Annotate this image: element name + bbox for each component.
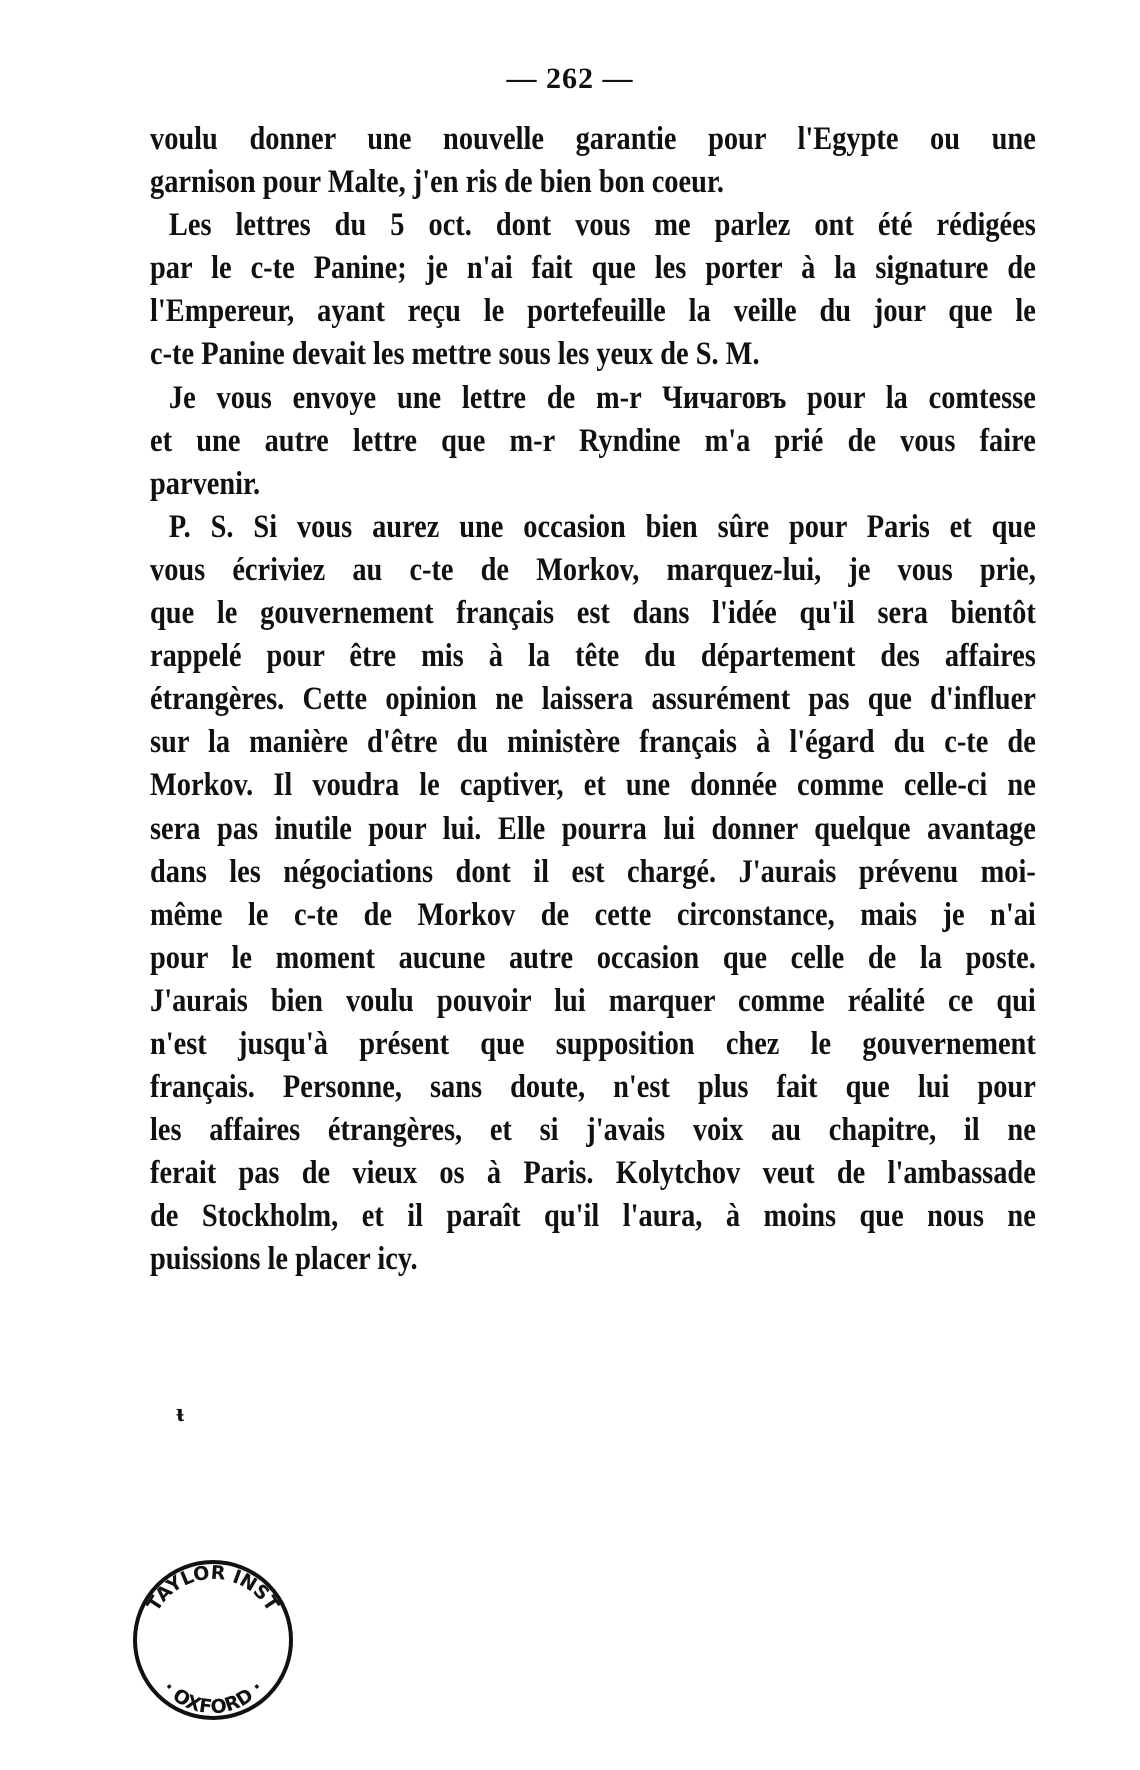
text-line: les affaires étrangères, et si j'avais voix au chapitre, il ne <box>150 1112 1036 1149</box>
text-line: J'aurais bien voulu pouvoir lui marquer comme réalité ce qui <box>150 982 1036 1019</box>
paragraph-start-line: Je vous envoye une lettre de m-r Чичаговъ pour la comtesse <box>168 379 1036 416</box>
text-line: sur la manière d'être du ministère français à l'égard du c-te de <box>150 724 1036 761</box>
text-line: c-te Panine devait les mettre sous les yeux de S. M. <box>150 336 760 373</box>
page-number: — 262 — <box>506 62 634 95</box>
text-line: pour le moment aucune autre occasion que celle de la poste. <box>150 939 1036 976</box>
text-line: étrangères. Cette opinion ne laissera assurément pas que d'influer <box>150 681 1036 718</box>
text-line: que le gouvernement français est dans l'idée qu'il sera bientôt <box>150 595 1036 632</box>
text-line: ferait pas de vieux os à Paris. Kolytchov veut de l'ambassade <box>150 1155 1036 1192</box>
text-line: l'Empereur, ayant reçu le portefeuille la veille du jour que le <box>150 293 1036 330</box>
paragraph-start-line: Les lettres du 5 oct. dont vous me parlez ont été rédigées <box>168 207 1036 244</box>
text-line: vous écriviez au c-te de Morkov, marquez-lui, je vous prie, <box>150 551 1036 588</box>
svg-text:TAYLOR INST: TAYLOR INST <box>142 1561 284 1616</box>
text-line: de Stockholm, et il paraît qu'il l'aura, à moins que nous ne <box>150 1198 1036 1235</box>
text-line: rappelé pour être mis à la tête du département des affaires <box>150 638 1036 675</box>
text-line: n'est jusqu'à présent que supposition chez le gouvernement <box>150 1025 1036 1062</box>
text-line: même le c-te de Morkov de cette circonstance, mais je n'ai <box>150 896 1036 933</box>
letter-body <box>150 118 1036 1282</box>
text-line: par le c-te Panine; je n'ai fait que les porter à la signature de <box>150 250 1036 287</box>
paragraph-start-line: P. S. Si vous aurez une occasion bien sûre pour Paris et que <box>168 508 1036 545</box>
text-line: puissions le placer icy. <box>150 1241 418 1278</box>
svg-text:· OXFORD ·: · OXFORD · <box>158 1677 268 1719</box>
text-line: parvenir. <box>150 465 261 502</box>
text-line: voulu donner une nouvelle garantie pour l'Egypte ou une <box>150 121 1036 157</box>
text-line: garnison pour Malte, j'en ris de bien bon coeur. <box>150 164 724 201</box>
text-line: sera pas inutile pour lui. Elle pourra lui donner quelque avantage <box>150 810 1036 847</box>
text-line: dans les négociations dont il est chargé. J'aurais prévenu moi- <box>150 853 1036 890</box>
stray-ink-mark: ᵼ <box>176 1398 185 1427</box>
text-line: et une autre lettre que m-r Ryndine m'a prié de vous faire <box>150 422 1036 459</box>
text-line: français. Personne, sans doute, n'est plus fait que lui pour <box>150 1069 1036 1106</box>
text-line: Morkov. Il voudra le captiver, et une donnée comme celle-ci ne <box>150 767 1036 804</box>
library-stamp-icon <box>128 1552 298 1722</box>
